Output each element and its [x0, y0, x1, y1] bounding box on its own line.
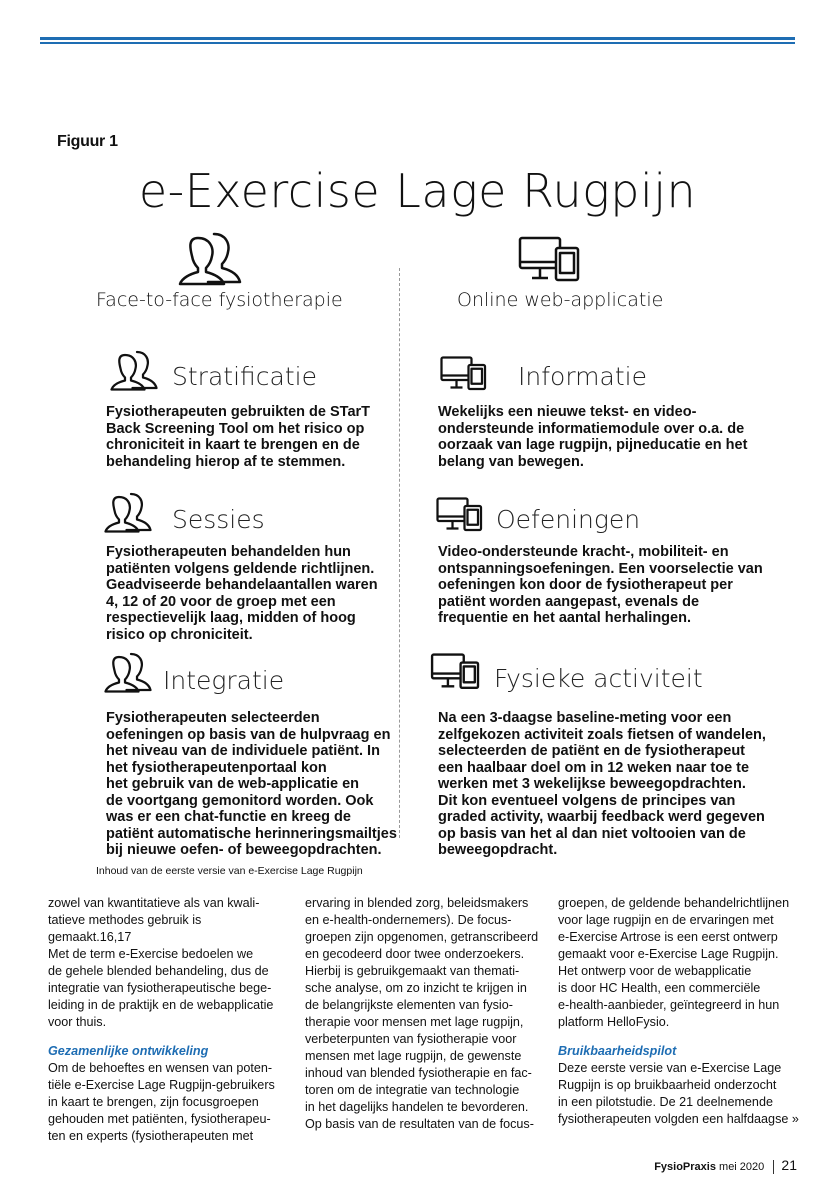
subheading: Gezamenlijke ontwikkeling — [48, 1044, 209, 1058]
section-title-fysieke-activiteit: Fysieke activiteit — [494, 664, 703, 693]
section-title-sessies: Sessies — [172, 505, 265, 534]
people-icon — [104, 651, 152, 693]
footer-separator — [773, 1160, 774, 1174]
section-title-stratificatie: Stratificatie — [172, 362, 317, 391]
page-number: 21 — [781, 1157, 797, 1173]
section-title-oefeningen: Oefeningen — [496, 505, 641, 534]
devices-icon — [440, 356, 494, 392]
section-text-informatie: Wekelijks een nieuwe tekst- en video- ondersteunde informatiemodule over o.a. de oorzaak van lage rugpijn, pijneducatie en het belang van bewegen. — [438, 404, 748, 470]
devices-icon — [436, 497, 490, 533]
people-icon — [110, 349, 158, 391]
body-column-2: ervaring in blended zorg, beleidsmakers en e-health-ondernemers). De focus- groepen zijn opgenomen, getranscribeerd en gecodeerd door twee onderzoekers. Hierbij is gebruikgemaakt van themati- sche analyse, om zo inzicht te krijgen in de belangrijkste elementen van fysio- therapie voor mensen met lage rugpijn, verbeterpunten van fysiotherapie voor mensen met lage rugpijn, de gewenste inhoud van blended fysiotherapie en fac- toren om de integratie van technologie in het dagelijks handelen te bevorderen. Op basis van de resultaten van de focus- — [305, 896, 539, 1131]
section-title-informatie: Informatie — [518, 362, 647, 391]
section-text-stratificatie: Fysiotherapeuten gebruikten de STarT Back Screening Tool om het risico op chroniciteit in kaart te brengen en de behandeling hierop af te stemmen. — [106, 404, 371, 470]
figure-title: e-Exercise Lage Rugpijn — [138, 164, 697, 218]
issue-date: mei 2020 — [719, 1161, 765, 1173]
body-column-1: zowel van kwantitatieve als van kwali- tatieve methodes gebruik is gemaakt.16,17 Met de term e-Exercise bedoelen we de gehele blended behandeling, dus de integratie van fysiotherapeutische bege- leiding in de praktijk en de webapplicatie voor thuis. Gezamenlijke ontwikkeling Om de behoeftes en wensen van poten- tiële e-Exercise Lage Rugpijn-gebruikers in kaart te brengen, zijn focusgroepen gehouden met patiënten, fysiotherapeu- ten en experts (fysiotherapeuten met — [48, 895, 288, 1145]
section-text-fysieke-activiteit: Na een 3-daagse baseline-meting voor een zelfgekozen activiteit zoals fietsen of wandelen, selecteerden de patiënt en de fysiotherapeut een haalbaar doel om in 12 weken naar toe te werken met 3 wekelijkse beweegopdrachten. Dit kon eventueel volgens de principes van graded activity, waarbij feedback werd gegeven op basis van het al dan niet voltooien van de beweegopdracht. — [438, 710, 766, 858]
devices-icon — [518, 236, 590, 284]
figure-caption: Inhoud van de eerste versie van e-Exercise Lage Rugpijn — [96, 865, 363, 877]
section-text-integratie: Fysiotherapeuten selecteerden oefeningen op basis van de hulpvraag en het niveau van de individuele patiënt. In het fysiotherapeutenportaal kon het gebruik van de web-applicatie en de voortgang gemonitord worden. Ook was er een chat-functie en kreeg de patiënt automatische herinneringsmailtjes bij nieuwe oefen- of beweegopdrachten. — [106, 710, 397, 858]
subheading: Bruikbaarheidspilot — [558, 1044, 677, 1058]
body-column-3: groepen, de geldende behandelrichtlijnen voor lage rugpijn en de ervaringen met e-Exercise Artrose is een eerst ontwerp gemaakt voor e-Exercise Lage Rugpijn. Het ontwerp voor de webapplicatie is door HC Health, een commerciële e-health-aanbieder, geïntegreerd in hun platform HelloFysio. Bruikbaarheidspilot Deze eerste versie van e-Exercise Lage Rugpijn is op bruikbaarheid onderzocht in een pilotstudie. De 21 deelnemende fysiotherapeuten volgden een halfdaagse » — [558, 895, 808, 1128]
page-footer — [654, 1157, 797, 1174]
header-rule-secondary — [40, 42, 795, 44]
column-divider — [399, 268, 400, 838]
right-column-heading: Online web-applicatie — [457, 289, 664, 311]
people-icon — [104, 491, 152, 533]
section-text-oefeningen: Video-ondersteunde kracht-, mobiliteit- en ontspanningsoefeningen. Een voorselectie van oefeningen kon door de fysiotherapeut per patiënt worden aangepast, evenals de frequentie en het aantal herhalingen. — [438, 544, 763, 626]
section-title-integratie: Integratie — [163, 666, 285, 695]
header-rule — [40, 37, 795, 40]
section-text-sessies: Fysiotherapeuten behandelden hun patiënten volgens geldende richtlijnen. Geadviseerde behandelaantallen waren 4, 12 of 20 voor de groep met een respectievelijk laag, midden of hoog risico op chroniciteit. — [106, 544, 378, 643]
magazine-name: FysioPraxis — [654, 1161, 716, 1173]
devices-icon — [430, 653, 488, 691]
left-column-heading: Face-to-face fysiotherapie — [96, 289, 343, 311]
people-icon — [178, 230, 242, 286]
figure-label: Figuur 1 — [57, 133, 118, 150]
